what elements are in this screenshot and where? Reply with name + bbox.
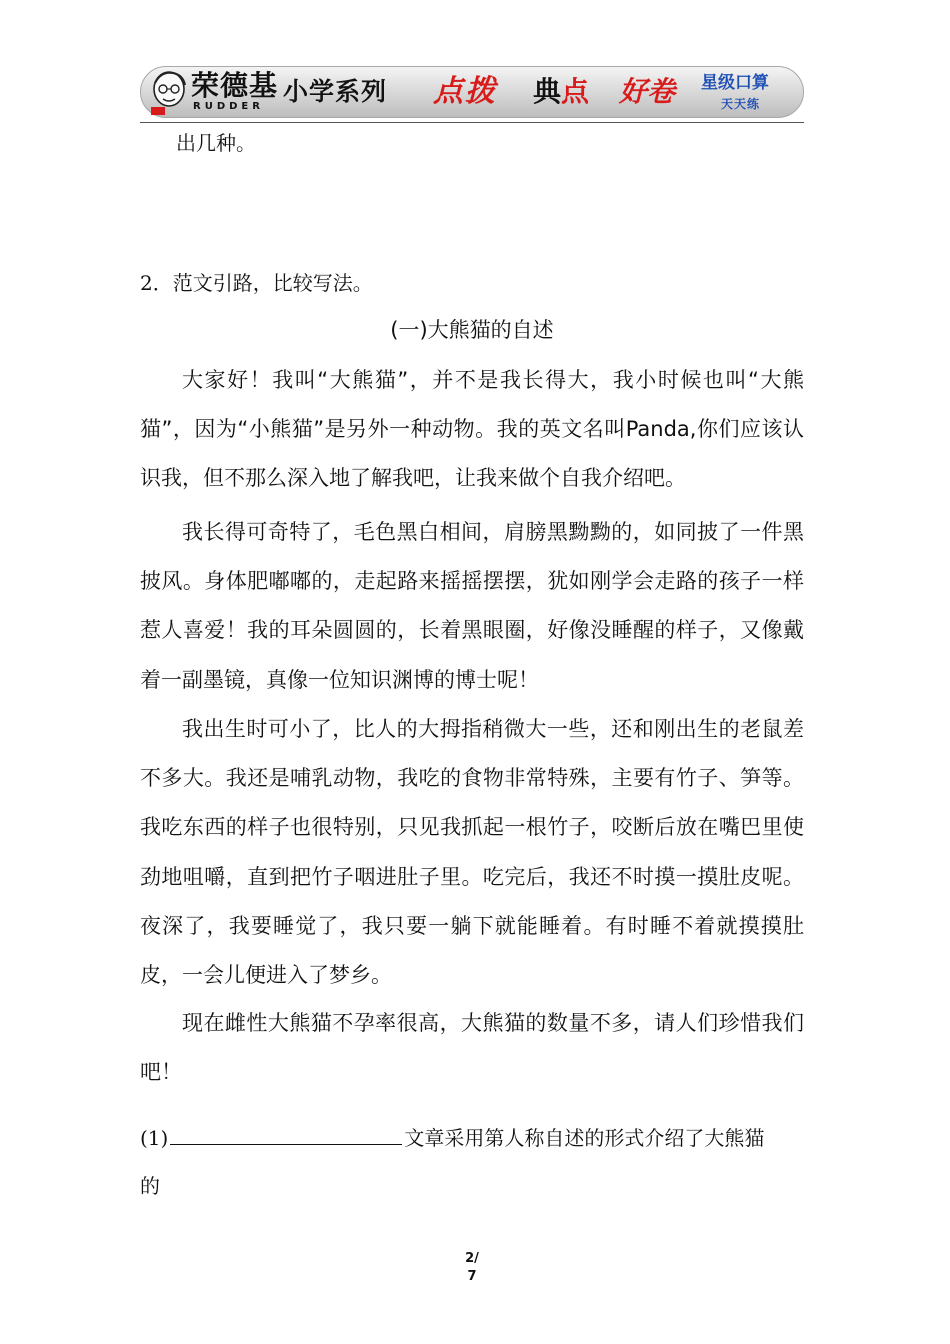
question-2-label: 2．范文引路，比较写法。 bbox=[140, 271, 373, 295]
brand-name-en: RUDDER bbox=[193, 101, 264, 112]
line-top: 出几种。 bbox=[176, 131, 256, 155]
essay-paragraph-2: 我长得可奇特了，毛色黑白相间，肩膀黑黝黝的，如同披了一件黑披风。身体肥嘟嘟的，走起路来摇摇摆摆，犹如刚学会走路的孩子一样惹人喜爱！我的耳朵圆圆的，长着黑眼圈，好像没睡醒的样子，又像戴着一副墨镜，真像一位知识渊博的博士呢！ bbox=[140, 520, 804, 692]
essay-title: (一)大熊猫的自述 bbox=[390, 318, 554, 342]
brand-name-cn: 荣德基 bbox=[191, 69, 279, 102]
essay-paragraph-1: 大家好！我叫“大熊猫”，并不是我长得大，我小时候也叫“大熊猫”，因为“小熊猫”是另外一种动物。我的英文名叫Panda,你们应该认识我，但不那么深入地了解我吧，让我来做个自我介绍吧。 bbox=[140, 368, 804, 491]
tag-diandian-right: 点 bbox=[561, 75, 590, 108]
page-number-current: 2/ bbox=[465, 1251, 479, 1266]
series-label: 小学系列 bbox=[283, 77, 388, 106]
tag-haojuan: 好卷 bbox=[619, 75, 676, 108]
tag-diandian bbox=[533, 75, 589, 109]
question-1-label: (1) bbox=[140, 1126, 169, 1150]
question-1-line bbox=[140, 1122, 764, 1151]
page-number-total: 7 bbox=[467, 1269, 477, 1284]
tag-dianbo: 点拨 bbox=[433, 74, 497, 109]
header-banner bbox=[140, 66, 804, 118]
tag-xingji: 星级口算 bbox=[701, 73, 769, 93]
question-1-tail: 的 bbox=[140, 1174, 160, 1198]
header-divider bbox=[140, 122, 804, 123]
essay-paragraph-4: 现在雌性大熊猫不孕率很高，大熊猫的数量不多，请人们珍惜我们吧！ bbox=[140, 1011, 804, 1085]
question-1-text: 文章采用第人称自述的形式介绍了大熊猫 bbox=[404, 1126, 765, 1150]
mascot-logo-icon bbox=[147, 69, 191, 117]
essay-paragraph-3: 我出生时可小了，比人的大拇指稍微大一些，还和刚出生的老鼠差不多大。我还是哺乳动物，我吃的食物非常特殊，主要有竹子、笋等。我吃东西的样子也很特别，只见我抓起一根竹子，咬断后放在嘴巴里使劲地咀嚼，直到把竹子咽进肚子里。吃完后，我还不时摸一摸肚皮呢。夜深了，我要睡觉了，我只要一躺下就能睡着。有时睡不着就摸摸肚皮，一会儿便进入了梦乡。 bbox=[140, 717, 804, 988]
tag-diandian-left: 典 bbox=[533, 75, 562, 108]
page-number bbox=[452, 1250, 492, 1286]
question-1-blank[interactable] bbox=[170, 1124, 402, 1145]
tag-tiantian: 天天练 bbox=[721, 97, 761, 111]
